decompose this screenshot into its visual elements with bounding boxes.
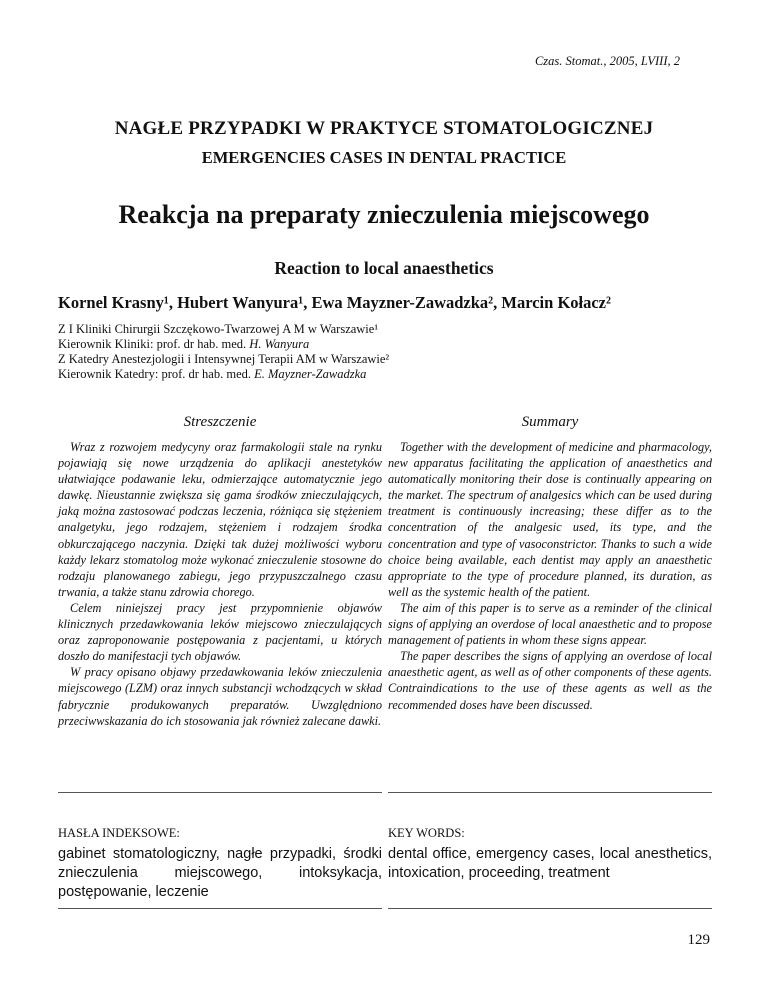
affiliation-line-2-prefix: Kierownik Kliniki: prof. dr hab. med. xyxy=(58,337,250,351)
abstract-pl-paragraph-3: W pracy opisano objawy przedawkowania leków znieczulenia miejscowego (LZM) oraz innych substancji wchodzących w skład fabrycznie produkowanych preparatów. Uwzględniono przeciwwskazania do ich stosowania jak również zalecane dawki. xyxy=(58,665,382,728)
affiliation-line-1: Z I Kliniki Chirurgii Szczękowo-Twarzowej A M w Warszawie¹ xyxy=(58,322,379,336)
affiliation-line-4 xyxy=(58,367,389,382)
keywords-en-label: KEY WORDS: xyxy=(388,826,465,840)
section-title-pl: NAGŁE PRZYPADKI W PRAKTYCE STOMATOLOGICZNEJ xyxy=(114,118,654,139)
keywords-en-text: dental office, emergency cases, local anesthetics, intoxication, proceeding, treatment xyxy=(388,846,712,881)
divider-top-left xyxy=(58,792,382,793)
abstract-en xyxy=(388,414,712,713)
abstract-en-paragraph-1: Together with the development of medicine and pharmacology, new apparatus facilitating the application of anaesthetics and automatically monitoring their dose is continually appearing on the market. The spectrum of analgesics which can be used during treatment is continuously increasing; these differ as to the concentration of the analgesic used, its type, and the concentration and type of vasoconstrictor. Thanks to such a wide choice being available, each dentist may apply an anaesthetic appropriate to the type of procedure planned, its duration, as well as the systemic health of the patient. xyxy=(388,440,712,599)
abstract-pl-paragraph-1: Wraz z rozwojem medycyny oraz farmakologii stale na rynku pojawiają się nowe urządzenia do aplikacji anestetyków ułatwiające podawanie leku, odmierzające automatycznie jego dawkę. Nieustannie zwiększa się gama środków znieczulających, jaką można zastosować podczas leczenia, różniąca się stężeniem analgetyku, jego rodzajem, stężeniem i rodzajem środka obkurczającego naczynia. Dzięki tak dużej możliwości wyboru każdy lekarz stomatolog może wykonać znieczulenie stosowne do rodzaju planowanego zabiegu, jego przypuszczalnego czasu trwania, a także stanu zdrowia chorego. xyxy=(58,440,382,599)
abstract-pl xyxy=(58,414,382,729)
affiliation-line-4-prefix: Kierownik Katedry: prof. dr hab. med. xyxy=(58,367,255,381)
affiliation-line-3: Z Katedry Anestezjologii i Intensywnej Terapii AM w Warszawie² xyxy=(58,352,390,366)
divider-top-right xyxy=(388,792,712,793)
article-title-en: Reaction to local anaesthetics xyxy=(274,258,494,278)
abstract-en-heading: Summary xyxy=(521,414,579,430)
affiliation-line-4-name: E. Mayzner-Zawadzka xyxy=(254,367,367,381)
keywords-pl-text: gabinet stomatologiczny, nagłe przypadki, środki znieczulenia miejscowego, intoksykacja, postępowanie, leczenie xyxy=(58,846,382,900)
article-title-pl: Reakcja na preparaty znieczulenia miejscowego xyxy=(118,200,650,229)
section-title-en: EMERGENCIES CASES IN DENTAL PRACTICE xyxy=(201,148,567,167)
keywords-pl-label: HASŁA INDEKSOWE: xyxy=(58,826,180,840)
affiliation-line-2-name: H. Wanyura xyxy=(249,337,310,351)
affiliations xyxy=(58,322,389,382)
divider-bottom-left xyxy=(58,908,382,909)
author-list: Kornel Krasny¹, Hubert Wanyura¹, Ewa Mayzner-Zawadzka², Marcin Kołacz² xyxy=(58,293,611,312)
abstract-en-paragraph-3: The paper describes the signs of applying an overdose of local anaesthetic agent, as well as of other components of these agents. Contraindications to the use of these agents as well as the recommended doses have been discussed. xyxy=(388,649,712,712)
journal-reference: Czas. Stomat., 2005, LVIII, 2 xyxy=(534,54,680,68)
abstract-pl-paragraph-2: Celem niniejszej pracy jest przypomnienie objawów klinicznych przedawkowania leków miejscowo znieczulających oraz zaproponowanie postępowania z pacjentami, u których doszło do manifestacji tych objawów. xyxy=(58,600,382,664)
abstract-en-paragraph-2: The aim of this paper is to serve as a reminder of the clinical signs of applying an overdose of local anaesthetic and to propose management of patients in whom these signs appear. xyxy=(388,600,712,648)
abstract-pl-heading: Streszczenie xyxy=(183,414,257,430)
divider-bottom-right xyxy=(388,908,712,909)
page-number: 129 xyxy=(687,932,710,948)
affiliation-line-2 xyxy=(58,337,389,352)
